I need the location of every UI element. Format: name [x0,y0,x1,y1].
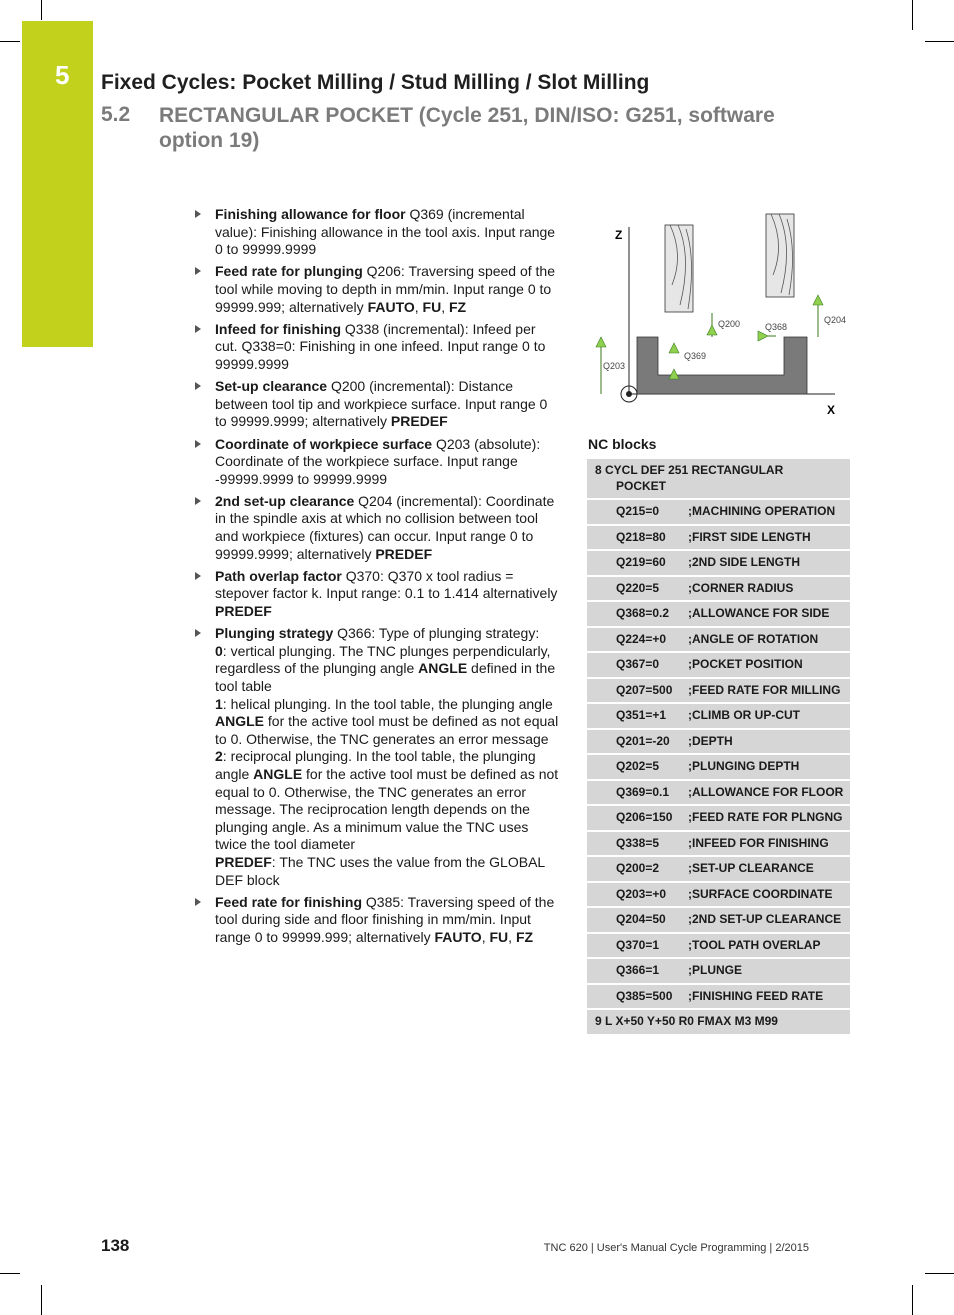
parameter-item: Feed rate for finishing Q385: Traversing speed of the tool during side and floor finishing in mm/min. Input range 0 to 99999.999; alternatively FAUTO, FU, FZ [195,894,560,947]
bullet-arrow-icon [195,440,201,448]
nc-block-row [587,806,850,832]
nc-block-row [587,704,850,730]
bullet-arrow-icon [195,210,201,218]
nc-blocks-table [587,459,850,1036]
nc-param: Q370=1 [616,937,660,952]
parameter-item: Set-up clearance Q200 (incremental): Distance between tool tip and workpiece surface. Input range 0 to 99999.9999; alternatively PREDEF [195,378,560,431]
bullet-arrow-icon [195,629,201,637]
nc-param: Q351=+1 [616,708,667,722]
q369-arrow-top [669,343,679,353]
nc-param: Q369=0.1 [616,784,670,799]
nc-block-cycl-def: 8 CYCL DEF 251 RECTANGULAR POCKET [587,459,850,500]
parameter-name: Infeed for finishing [215,320,341,337]
nc-comment: ;PLUNGING DEPTH [688,759,800,773]
nc-block-linear: 9 L X+50 Y+50 R0 FMAX M3 M99 [587,1010,850,1036]
chapter-title: Fixed Cycles: Pocket Milling / Stud Milling / Slot Milling [101,71,650,94]
parameter-name: Finishing allowance for floor [215,206,406,222]
bullet-arrow-icon [195,898,201,906]
nc-comment: ;CORNER RADIUS [688,580,794,595]
tool-right [766,214,794,297]
footer-text: TNC 620 | User's Manual Cycle Programming | 2/2015 [543,1242,809,1254]
nc-block-row [587,679,850,705]
q369-label: Q369 [684,351,707,361]
nc-param: Q202=5 [616,759,660,773]
nc-param: Q385=500 [616,988,673,1003]
parameter-name: Coordinate of workpiece surface [215,435,433,452]
parameter-item: Feed rate for plunging Q206: Traversing speed of the tool while moving to depth in mm/min. Input range 0 to 99999.999; alternatively FAUTO, FU, FZ [195,263,560,316]
origin-dot [626,391,632,397]
parameter-name: Plunging strategy [215,625,334,642]
parameter-name: Set-up clearance [215,378,328,395]
parameter-name: Feed rate for finishing [215,893,363,910]
nc-param: Q366=1 [616,963,660,977]
crop-mark [41,1285,42,1315]
nc-comment: ;2ND SET-UP CLEARANCE [688,912,842,926]
parameter-item: Infeed for finishing Q338 (incremental): Infeed per cut. Q338=0: Finishing in one infeed. Input range 0 to 99999.9999 [195,321,560,374]
nc-param: Q219=60 [616,555,666,569]
nc-param: Q204=50 [616,912,666,926]
nc-block-row [587,755,850,781]
nc-param: Q201=-20 [616,733,670,748]
crop-mark [0,41,20,42]
nc-param: Q206=150 [616,810,673,824]
nc-comment: ;FINISHING FEED RATE [688,988,824,1003]
q200-label: Q200 [718,319,741,329]
nc-block-row [587,857,850,883]
nc-comment: ;ALLOWANCE FOR SIDE [688,606,830,620]
q203-label: Q203 [603,361,626,371]
nc-param: Q203=+0 [616,886,667,901]
nc-block-row [587,500,850,526]
q368-arrow [758,331,768,341]
nc-param: Q338=5 [616,835,660,850]
bullet-arrow-icon [195,267,201,275]
nc-param: Q207=500 [616,682,673,697]
nc-block-row [587,628,850,654]
parameter-name: Feed rate for plunging [215,263,363,280]
nc-comment: ;FEED RATE FOR PLNGNG [688,810,843,824]
nc-block-row [587,781,850,807]
z-axis-label: Z [615,228,623,242]
bullet-arrow-icon [195,572,201,580]
nc-comment: ;SET-UP CLEARANCE [688,861,814,875]
parameter-item: Path overlap factor Q370: Q370 x tool radius = stepover factor k. Input range: 0.1 to 1.414 alternatively PREDEF [195,568,560,621]
x-axis-label: X [827,403,836,417]
nc-comment: ;FEED RATE FOR MILLING [688,682,841,697]
nc-blocks-heading: NC blocks [588,436,657,452]
bullet-arrow-icon [195,497,201,505]
crop-mark [925,1273,954,1274]
crop-mark [41,0,42,20]
bullet-arrow-icon [195,382,201,390]
nc-comment: ;INFEED FOR FINISHING [688,835,829,850]
parameter-item: Coordinate of workpiece surface Q203 (absolute): Coordinate of the workpiece surface. Input range -99999.9999 to 99999.9999 [195,436,560,489]
nc-comment: ;MACHINING OPERATION [688,504,836,518]
tool-left [665,225,693,312]
nc-param: Q224=+0 [616,631,667,646]
nc-param: Q218=80 [616,529,666,544]
q369-arrow-bottom [669,369,679,379]
nc-block-row [587,908,850,934]
nc-block-row [587,934,850,960]
bullet-arrow-icon [195,325,201,333]
crop-mark [0,1273,20,1274]
nc-param: Q220=5 [616,580,660,595]
nc-comment: ;TOOL PATH OVERLAP [688,937,821,952]
q204-label: Q204 [824,315,847,325]
nc-comment: ;FIRST SIDE LENGTH [688,529,811,544]
chapter-number: 5 [55,60,70,90]
nc-block-row [587,730,850,756]
section-number: 5.2 [101,103,131,126]
nc-block-row [587,959,850,985]
parameter-item: Plunging strategy Q366: Type of plunging strategy: 0: vertical plunging. The TNC plunges perpendicularly, regardless of the plunging angle ANGLE defined in the tool table 1: helical plunging. In the tool table, the plunging angle ANGLE for the active tool must be defined as not equal to 0. Otherwise, the TNC generates an error message 2: reciprocal plunging. In the tool table, the plunging angle ANGLE for the active tool must be defined as not equal to 0. Otherwise, the TNC generates an error message. The reciprocation length depends on the plunging angle. As a minimum value the TNC uses twice the tool diameter PREDEF: The TNC uses the value from the GLOBAL DEF block [195,625,560,889]
nc-comment: ;2ND SIDE LENGTH [688,555,801,569]
nc-param: Q368=0.2 [616,606,670,620]
parameter-list [195,206,560,951]
nc-param: Q215=0 [616,504,660,518]
nc-comment: ;PLUNGE [688,963,742,977]
nc-comment: ;DEPTH [688,733,733,748]
nc-comment: ;SURFACE COORDINATE [688,886,833,901]
nc-block-row [587,526,850,552]
nc-comment: ;ALLOWANCE FOR FLOOR [688,784,844,799]
nc-block-row [587,602,850,628]
pocket-diagram [590,205,850,420]
parameter-item: 2nd set-up clearance Q204 (incremental): Coordinate in the spindle axis at which no collision between tool and workpiece (fixtures) can occur. Input range 0 to 99999.9999; alternatively PREDEF [195,493,560,563]
nc-block-row [587,883,850,909]
nc-block-row [587,653,850,679]
nc-block-row [587,832,850,858]
parameter-item: Finishing allowance for floor Q369 (incremental value): Finishing allowance in the tool axis. Input range 0 to 99999.9999 [195,206,560,259]
crop-mark [912,1285,913,1315]
nc-comment: ;CLIMB OR UP-CUT [688,708,800,722]
q368-label: Q368 [765,322,788,332]
nc-block-row [587,577,850,603]
crop-mark [912,0,913,30]
page-number: 138 [101,1236,130,1255]
section-title: RECTANGULAR POCKET (Cycle 251, DIN/ISO: G251, software option 19) [159,104,775,152]
nc-param: Q367=0 [616,657,660,671]
nc-block-row [587,985,850,1011]
parameter-name: 2nd set-up clearance [215,492,355,509]
nc-comment: ;POCKET POSITION [688,657,803,671]
crop-mark [925,41,954,42]
parameter-name: Path overlap factor [215,567,342,584]
nc-comment: ;ANGLE OF ROTATION [688,631,819,646]
nc-block-row [587,551,850,577]
nc-param: Q200=2 [616,861,660,875]
